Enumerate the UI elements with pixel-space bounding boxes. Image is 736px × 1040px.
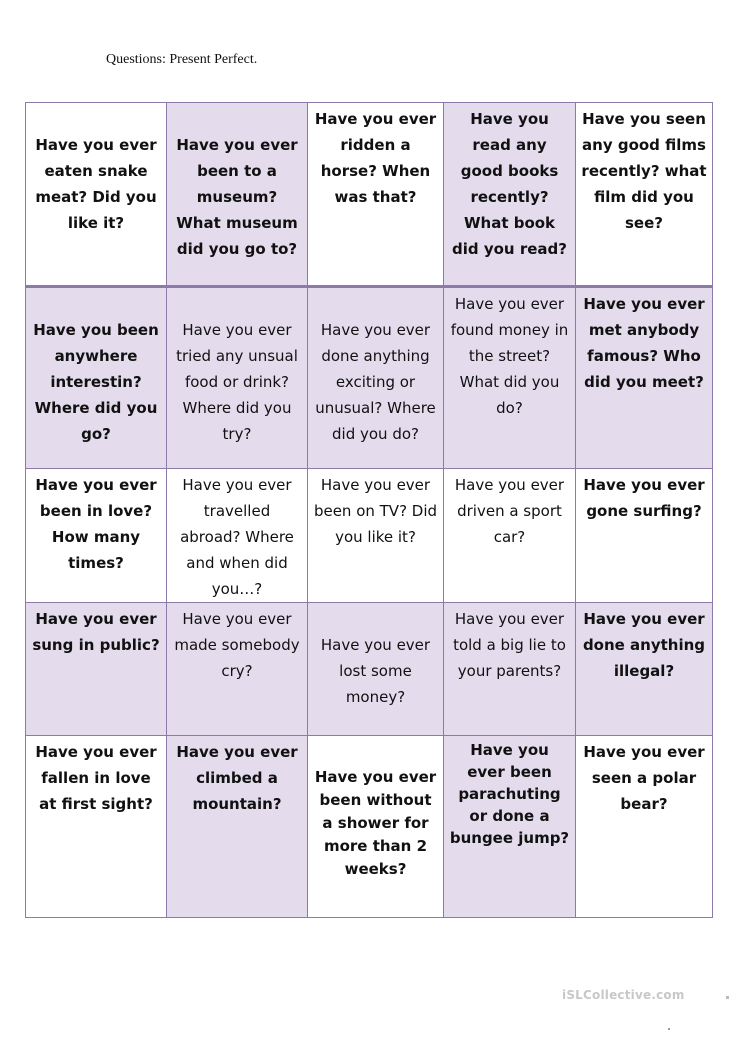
question-cell: Have you ever driven a sport car? (444, 469, 576, 603)
question-cell: Have you ever met anybody famous? Who did you meet? (576, 287, 713, 469)
question-cell: Have you ever been parachuting or done a bungee jump? (444, 736, 576, 918)
question-cell: Have you ever been to a museum? What museum did you go to? (167, 103, 308, 287)
grid-row-1 (26, 103, 713, 287)
grid-row-3 (26, 469, 713, 603)
question-cell: Have you ever travelled abroad? Where and when did you…? (167, 469, 308, 603)
grid-row-2 (26, 287, 713, 469)
question-cell: Have you ever seen a polar bear? (576, 736, 713, 918)
footer-watermark: iSLCollective.com (562, 988, 685, 1002)
question-cell: Have you ever sung in public? (26, 603, 167, 736)
question-cell: Have you ever been on TV? Did you like it? (308, 469, 444, 603)
question-cell: Have you read any good books recently? What book did you read? (444, 103, 576, 287)
question-grid (25, 102, 713, 918)
question-cell: Have you ever been without a shower for more than 2 weeks? (308, 736, 444, 918)
question-cell: Have you ever climbed a mountain? (167, 736, 308, 918)
question-cell: Have you ever done anything illegal? (576, 603, 713, 736)
question-cell: Have you ever been in love?How many times? (26, 469, 167, 603)
question-cell: Have you ever done anything exciting or unusual? Where did you do? (308, 287, 444, 469)
question-cell: Have you ever eaten snake meat? Did you like it? (26, 103, 167, 287)
question-cell: Have you ever made somebody cry? (167, 603, 308, 736)
question-cell: Have you ever found money in the street? What did you do? (444, 287, 576, 469)
question-cell: Have you ever tried any unsual food or drink? Where did you try? (167, 287, 308, 469)
question-cell: Have you ever gone surfing? (576, 469, 713, 603)
grid-row-5 (26, 736, 713, 918)
question-cell: Have you ever ridden a horse? When was that? (308, 103, 444, 287)
question-cell: Have you ever lost some money? (308, 603, 444, 736)
question-cell: Have you seen any good films recently? what film did you see? (576, 103, 713, 287)
decorative-dot (726, 996, 729, 999)
grid-row-4 (26, 603, 713, 736)
question-cell: Have you been anywhere interestin? Where did you go? (26, 287, 167, 469)
page-title: Questions: Present Perfect. (106, 52, 258, 67)
question-cell: Have you ever told a big lie to your parents? (444, 603, 576, 736)
question-cell: Have you ever fallen in love at first sight? (26, 736, 167, 918)
decorative-dot (668, 1028, 670, 1030)
